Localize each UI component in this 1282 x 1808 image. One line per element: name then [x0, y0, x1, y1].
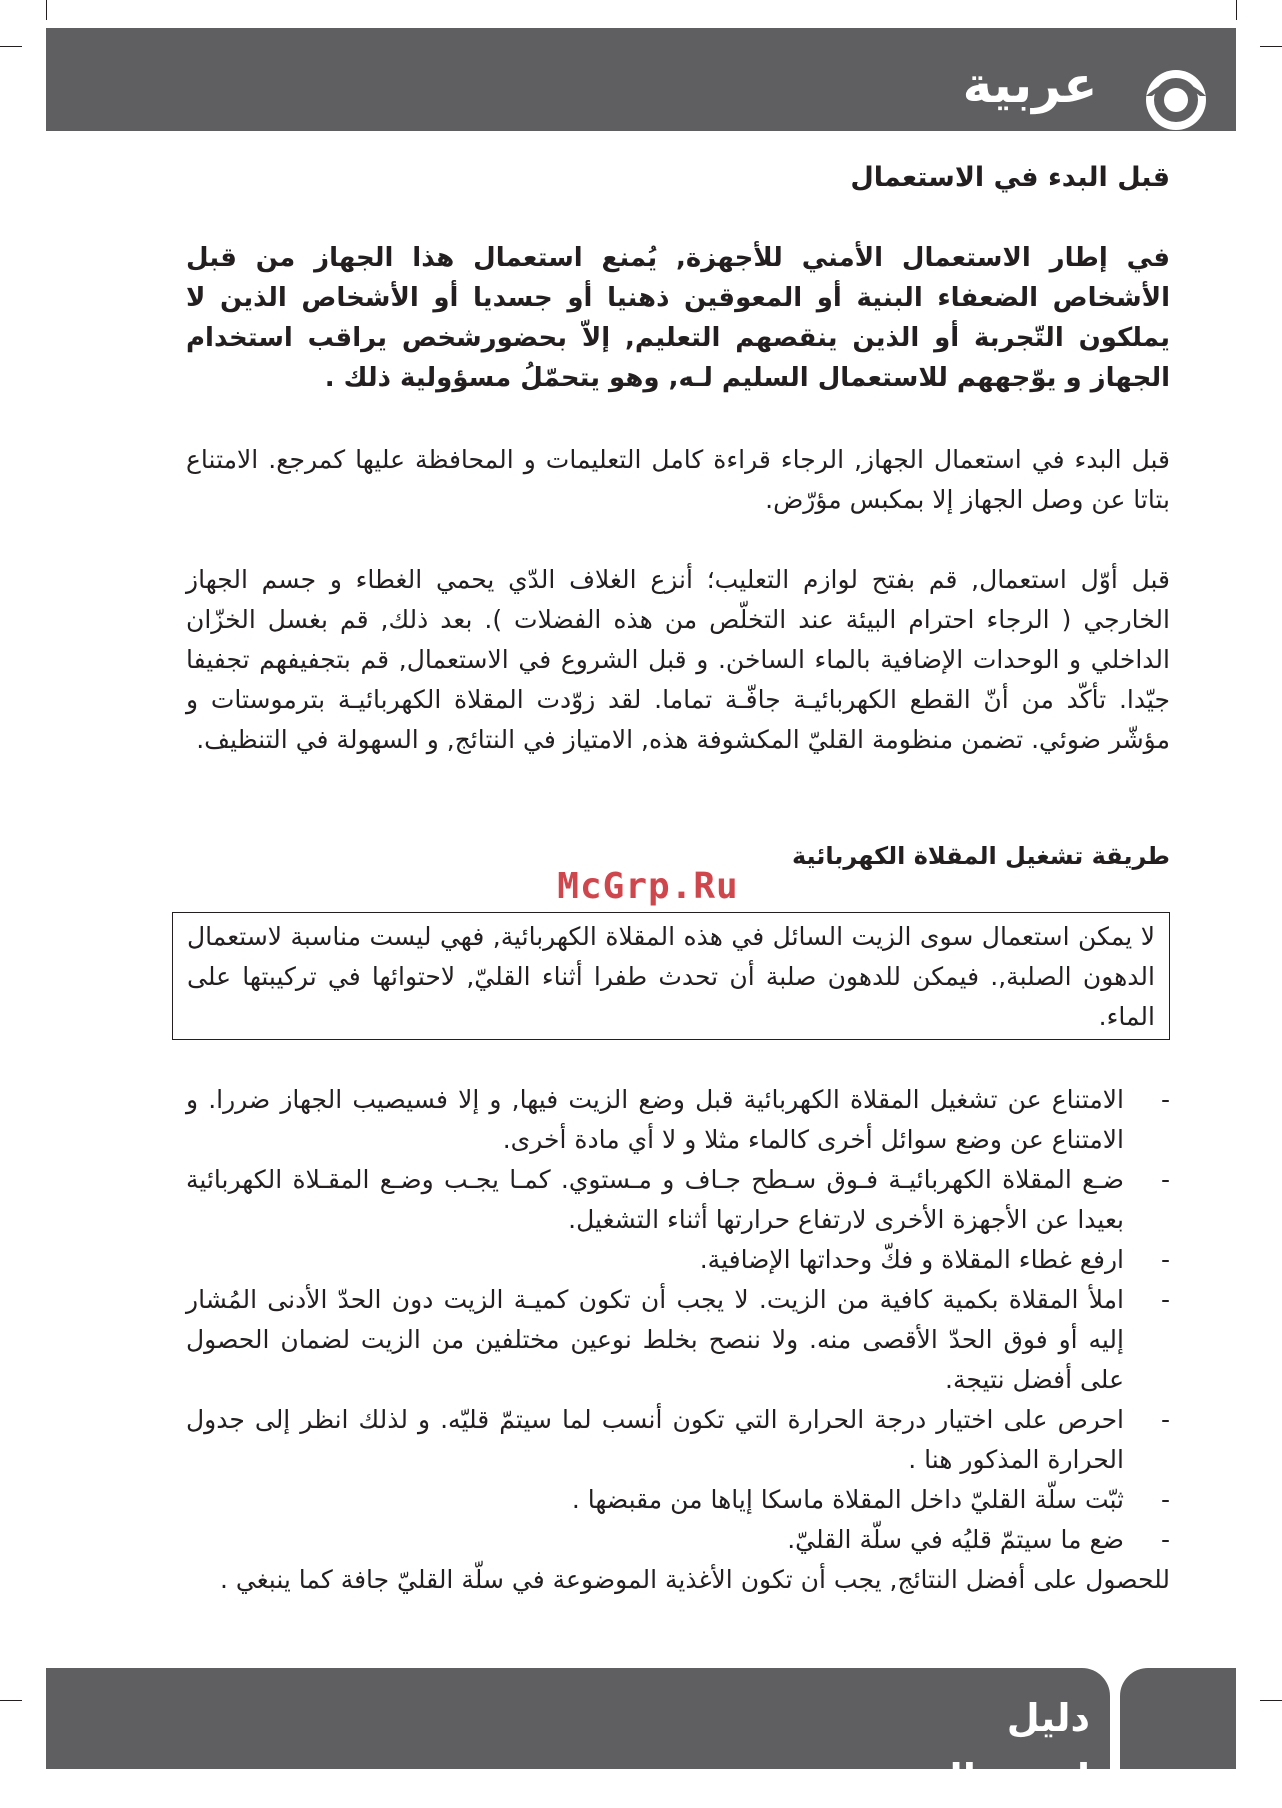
section-heading: قبل البدء في الاستعمال [850, 162, 1170, 193]
watermark: McGrp.Ru [557, 866, 739, 907]
list-item [186, 1240, 1170, 1280]
crop-mark [0, 46, 22, 47]
crop-mark [46, 0, 47, 20]
warning-box: لا يمكن استعمال سوى الزيت السائل في هذه المقلاة الكهربائية, فهي ليست مناسبة لاستعمال الدهون الصلبة,. فيمكن للدهون صلبة أن تحدث طفرا أثناء القليّ, لاحتوائها في تركيبتها على الماء. [172, 912, 1170, 1040]
crop-mark [0, 1700, 22, 1701]
list-item-text: ضـع المقلاة الكهربائيـة فـوق سـطح جـاف و مـستوي. كمـا يجـب وضـع المقـلاة الكهربائية بعيدا عن الأجهزة الأخرى لارتفاع حرارتها أثناء التشغيل. [186, 1165, 1124, 1234]
list-item [186, 1080, 1170, 1160]
language-title: عربية [962, 56, 1098, 114]
first-use-paragraph: قبل أوّل استعمال, قم بفتح لوازم التعليب؛ أنزع الغلاف الدّي يحمي الغطاء و جسم الجهاز الخارجي ( الرجاء احترام البيئة عند التخلّص من هذه الفضلات ). بعد ذلك, قم بغسل الخزّان الداخلي و الوحدات الإضافية بالماء الساخن. و قبل الشروع في الاستعمال, قم بتجفيفهم تجفيفا جيّدا. تأكّد من أنّ القطع الكهربائيـة جافّـة تماما. لقد زوّدت المقلاة الكهربائيـة بترموستات و مؤشّر ضوئي. تضمن منظومة القليّ المكشوفة هذه, الامتياز في النتائج, و السهولة في التنظيف. [186, 565, 1170, 754]
list-item [186, 1160, 1170, 1240]
list-item-text: املأ المقلاة بكمية كافية من الزيت. لا يجب أن تكون كميـة الزيت دون الحدّ الأدنى المُشار إليه أو فوق الحدّ الأقصى منه. ولا ننصح بخلط نوعين مختلفين من الزيت لضمان الحصول على أفضل نتيجة. [186, 1285, 1124, 1394]
bullet-dash: - [1160, 1285, 1170, 1314]
operation-heading: طريقة تشغيل المقلاة الكهربائية [792, 842, 1170, 870]
crop-mark [1260, 46, 1282, 47]
list-item-text: ارفع غطاء المقلاة و فكّ وحداتها الإضافية. [699, 1245, 1124, 1274]
bullet-dash: - [1160, 1525, 1170, 1554]
list-item [186, 1520, 1170, 1560]
bullet-dash: - [1160, 1405, 1170, 1434]
crop-mark [1236, 0, 1237, 20]
footer-title: دليل استعمال [929, 1696, 1090, 1800]
bullet-dash: - [1160, 1085, 1170, 1114]
bullet-dash: - [1160, 1165, 1170, 1194]
safety-paragraph: في إطار الاستعمال الأمني للأجهزة, يُمنع استعمال هذا الجهاز من قبل الأشخاص الضعفاء البنية أو المعوقين ذهنيا أو جسديا أو الأشخاص الذين لا يملكون التّجربة أو الذين ينقصهم التعليم, إلاّ بحضورشخص يراقب استخدام الجهاز و يوّجههم للاستعمال السليم لـه, وهو يتحمّلُ مسؤولية ذلك . [186, 243, 1170, 393]
bullet-dash: - [1160, 1245, 1170, 1274]
list-item-text: الامتناع عن تشغيل المقلاة الكهربائية قبل وضع الزيت فيها, و إلا فسيصيب الجهاز ضررا. و الامتناع عن وضع سوائل أخرى كالماء مثلا و لا أي مادة أخرى. [186, 1085, 1124, 1154]
bullet-dash: - [1160, 1485, 1170, 1514]
brand-logo-icon [1142, 66, 1210, 134]
footer-tab [1120, 1668, 1236, 1769]
list-item [186, 1480, 1170, 1520]
list-item [186, 1400, 1170, 1480]
list-item-text: ضع ما سيتمّ قليُه في سلّة القليّ. [787, 1525, 1124, 1554]
intro-paragraph: قبل البدء في استعمال الجهاز, الرجاء قراءة كامل التعليمات و المحافظة عليها كمرجع. الامتناع بتاتا عن وصل الجهاز إلا بمكبس مؤرّض. [186, 445, 1170, 514]
instruction-list [186, 1080, 1170, 1600]
list-item-text: احرص على اختيار درجة الحرارة التي تكون أنسب لما سيتمّ قليّه. و لذلك انظر إلى جدول الحرارة المذكور هنا . [186, 1405, 1124, 1474]
final-paragraph-text: للحصول على أفضل النتائج, يجب أن تكون الأغذية الموضوعة في سلّة القليّ جافة كما ينبغي . [219, 1565, 1170, 1594]
final-paragraph [186, 1560, 1170, 1600]
list-item-text: ثبّت سلّة القليّ داخل المقلاة ماسكا إياها من مقبضها . [571, 1485, 1124, 1514]
list-item [186, 1280, 1170, 1400]
crop-mark [1260, 1700, 1282, 1701]
